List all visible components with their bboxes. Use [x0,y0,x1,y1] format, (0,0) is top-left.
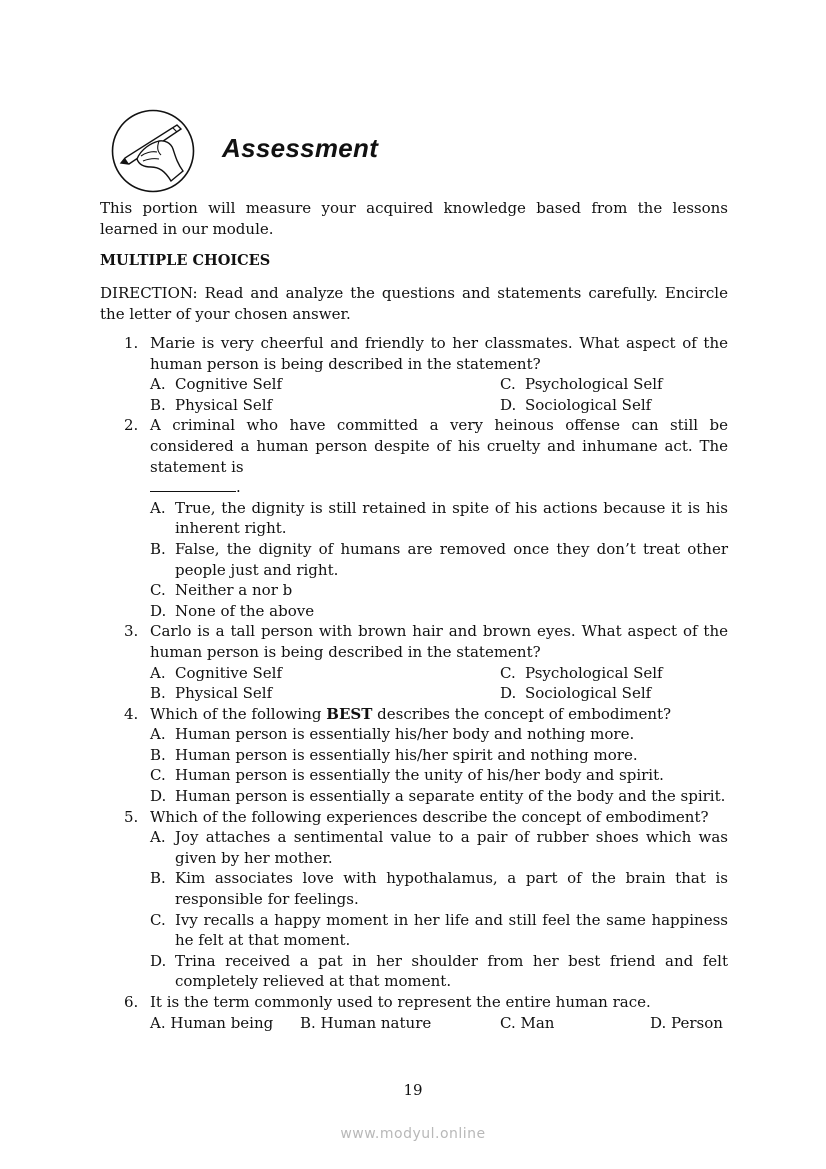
option-a[interactable]: A. True, the dignity is still retained in spite of his actions because it is his inherent right. [150,498,728,538]
question-item [100,333,728,415]
question-number: 1. [124,334,139,352]
option-b[interactable]: B. Physical Self [150,684,273,703]
option-a[interactable]: A. Human person is essentially his/her body and nothing more. [150,725,635,744]
option-b[interactable]: B. Human nature [300,1013,432,1032]
option-b[interactable]: B. Kim associates love with hypothalamus, a part of the brain that is responsible for feelings. [150,869,728,909]
option-c[interactable]: C. Human person is essentially the unity of his/her body and spirit. [150,766,664,785]
option-a[interactable]: A. Human being [150,1013,274,1032]
question-number: 3. [124,622,139,641]
option-a[interactable]: A. Cognitive Self [150,375,283,394]
option-a[interactable]: A. Cognitive Self [150,663,283,682]
option-d[interactable]: D. None of the above [150,601,315,620]
option-b[interactable]: B. Physical Self [150,395,273,414]
question-text: Which of the following BEST describes the concept of embodiment? [150,704,672,723]
question-text: Which of the following experiences describe the concept of embodiment? [150,807,709,826]
option-b[interactable]: B. False, the dignity of humans are removed once they don’t treat other people just and right. [150,539,728,579]
option-d[interactable]: D. Sociological Self [500,395,652,414]
option-d[interactable]: D. Person [650,1013,723,1032]
option-c[interactable]: C. Man [500,1013,555,1032]
option-d[interactable]: D. Sociological Self [500,684,652,703]
option-d[interactable]: D. Human person is essentially a separate entity of the body and the spirit. [150,787,726,806]
answer-blank [150,479,236,492]
option-a[interactable]: A. Joy attaches a sentimental value to a pair of rubber shoes which was given by her mother. [150,828,728,867]
option-c[interactable]: C. Psychological Self [500,375,663,394]
question-text: Marie is very cheerful and friendly to her classmates. What aspect of the human person is being described in the statement? [150,334,728,373]
section-label: MULTIPLE CHOICES [100,252,271,269]
question-item [100,992,728,1033]
page-title: Assessment [222,133,379,163]
emphasis-best: BEST [326,704,373,723]
question-number: 4. [124,704,139,723]
question-text: A criminal who have committed a very heinous offense can still be considered a human person despite of his cruelty and inhumane act. The statement is . [150,416,728,497]
intro-paragraph: This portion will measure your acquired knowledge based from the lessons learned in our module. [100,199,728,238]
question-item [100,807,728,992]
option-c[interactable]: C. Ivy recalls a happy moment in her life and still feel the same happiness he felt at that moment. [150,910,728,950]
question-item [100,415,728,621]
option-c[interactable]: C. Psychological Self [500,663,663,682]
question-list [100,333,728,1033]
question-item [100,621,728,703]
question-item [100,704,728,807]
question-number: 6. [124,993,139,1011]
question-number: 2. [124,416,139,435]
option-b[interactable]: B. Human person is essentially his/her spirit and nothing more. [150,745,638,764]
question-text: Carlo is a tall person with brown hair and brown eyes. What aspect of the human person is being described in the statement? [150,622,728,661]
question-number: 5. [124,807,139,826]
watermark: www.modyul.online [340,1126,486,1142]
question-text: It is the term commonly used to represent the entire human race. [150,993,651,1011]
option-d[interactable]: D. Trina received a pat in her shoulder from her best friend and felt completely relieved at that moment. [150,951,728,991]
option-c[interactable]: C. Neither a nor b [150,581,293,600]
hand-writing-icon [111,109,195,193]
page-number: 19 [403,1081,423,1099]
direction-paragraph: DIRECTION: Read and analyze the questions and statements carefully. Encircle the letter of your chosen answer. [100,284,728,323]
